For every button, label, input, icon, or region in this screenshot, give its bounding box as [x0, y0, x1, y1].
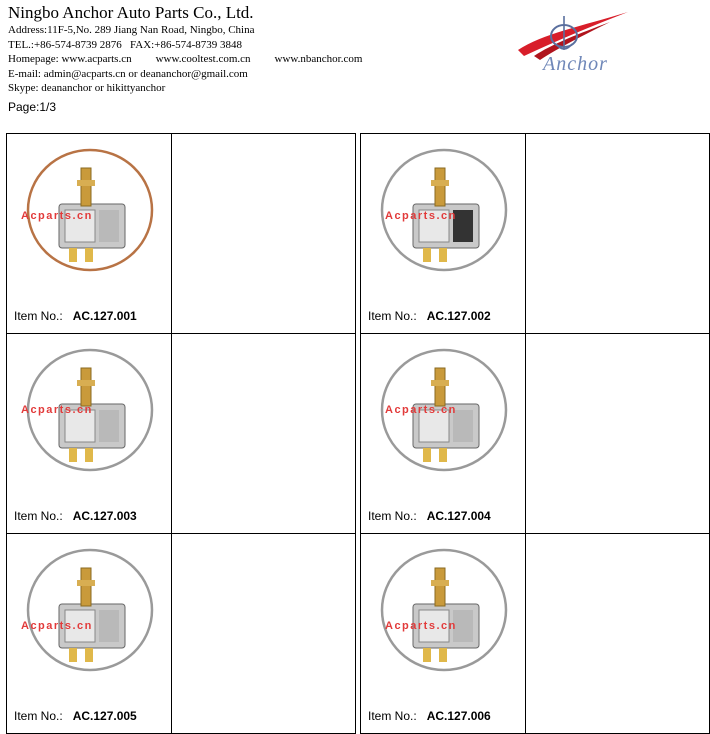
product-cell [6, 133, 356, 334]
item-number: AC.127.004 [426, 509, 491, 523]
item-prefix: Item No.: [14, 709, 63, 723]
item-number: AC.127.002 [426, 309, 491, 323]
thermostat-image [15, 544, 165, 684]
product-cell [360, 333, 710, 534]
watermark-text: Acparts.cn [385, 620, 457, 632]
homepage-line [8, 52, 386, 67]
page-number: Page:1/3 [8, 100, 57, 114]
skype-line: Skype: deananchor or hikittyanchor [8, 82, 166, 94]
item-number: AC.127.001 [72, 309, 137, 323]
product-image-panel [361, 334, 526, 533]
tel-fax-line: TEL.:+86-574-8739 2876 FAX:+86-574-8739 3848 [8, 38, 243, 51]
company-header [8, 3, 386, 96]
item-number-label [368, 509, 491, 523]
address-line: Address:11F-5,No. 289 Jiang Nan Road, Ningbo, China [8, 24, 255, 36]
watermark-text: Acparts.cn [385, 404, 457, 416]
item-prefix: Item No.: [14, 309, 63, 323]
item-prefix: Item No.: [368, 509, 417, 523]
item-prefix: Item No.: [368, 709, 417, 723]
item-number-label [14, 309, 137, 323]
thermostat-image [369, 544, 519, 684]
email-line: E-mail: admin@acparts.cn or deananchor@gmail.com [8, 67, 248, 80]
product-image-panel [7, 334, 172, 533]
item-number: AC.127.005 [72, 709, 137, 723]
homepage-link[interactable]: Homepage: www.acparts.cn [8, 53, 132, 65]
product-image-panel [7, 134, 172, 333]
product-cell [6, 533, 356, 734]
product-cell [6, 333, 356, 534]
product-cell [360, 133, 710, 334]
product-image-panel [7, 534, 172, 733]
item-number: AC.127.006 [426, 709, 491, 723]
watermark-text: Acparts.cn [21, 620, 93, 632]
item-prefix: Item No.: [368, 309, 417, 323]
product-cell [360, 533, 710, 734]
nbanchor-link[interactable]: www.nbanchor.com [274, 53, 363, 65]
item-prefix: Item No.: [14, 509, 63, 523]
watermark-text: Acparts.cn [21, 404, 93, 416]
product-image-panel [361, 534, 526, 733]
item-number-label [14, 509, 137, 523]
cooltest-link[interactable]: www.cooltest.com.cn [155, 53, 251, 65]
watermark-text: Acparts.cn [21, 210, 93, 222]
watermark-text: Acparts.cn [385, 210, 457, 222]
item-number: AC.127.003 [72, 509, 137, 523]
company-name: Ningbo Anchor Auto Parts Co., Ltd. [8, 3, 254, 22]
item-number-label [368, 309, 491, 323]
product-image-panel [361, 134, 526, 333]
logo-text: Anchor [543, 53, 608, 75]
